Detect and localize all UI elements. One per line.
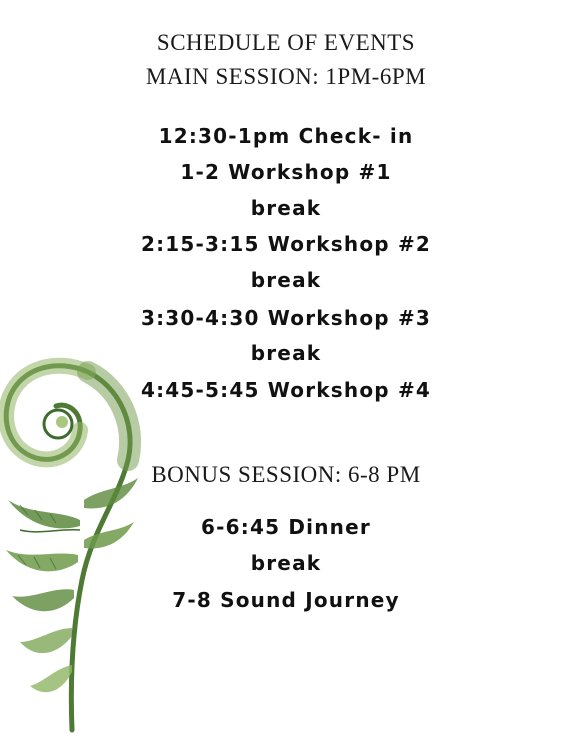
bonus-session-heading: BONUS SESSION: 6-8 PM [151,462,421,487]
schedule-item-workshop-2: 2:15-3:15 Workshop #2 [140,232,432,256]
schedule-title: SCHEDULE OF EVENTS [156,30,416,55]
schedule-item-dinner: 6-6:45 Dinner [201,515,371,539]
schedule-item-sound-journey: 7-8 Sound Journey [172,588,400,612]
main-session-heading: MAIN SESSION: 1PM-6PM [145,64,427,89]
schedule-item-break: break [250,341,322,365]
schedule-item-check-in: 12:30-1pm Check- in [158,124,414,148]
schedule-item-break: break [250,268,322,292]
schedule-item-workshop-4: 4:45-5:45 Workshop #4 [140,378,432,402]
schedule-item-workshop-3: 3:30-4:30 Workshop #3 [140,306,432,330]
schedule-item-workshop-1: 1-2 Workshop #1 [180,160,392,184]
fern-fiddlehead-icon [0,350,150,740]
schedule-item-break: break [250,196,322,220]
schedule-item-break: break [250,551,322,575]
